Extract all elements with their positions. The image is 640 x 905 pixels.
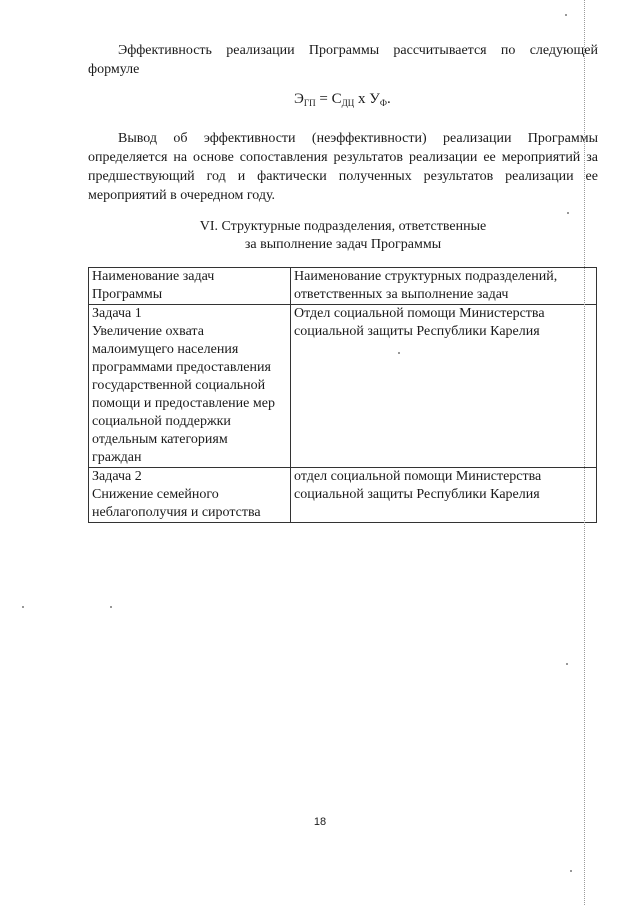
scan-speck (22, 606, 24, 608)
paragraph-efficiency-conclusion: Вывод об эффективности (неэффективности) реализации Программы определяется на основе сопоставления результатов реализации ее мероприятий за предшествующий год и фактически полученных результатов реализации ее мероприятий в очередном году. (88, 131, 598, 203)
formula-lhs-subscript: ГП (303, 98, 316, 108)
section-heading-line2: за выполнение задач Программы (244, 237, 442, 252)
header-cell-tasks (89, 268, 291, 305)
task-cell (89, 468, 291, 523)
task-title: Задача 2 (92, 469, 142, 484)
task-cell (89, 305, 291, 468)
section-heading (88, 218, 598, 254)
formula-u: У (369, 91, 380, 107)
header-cell-units (291, 268, 597, 305)
scan-speck (567, 212, 569, 214)
unit-cell (291, 305, 597, 468)
unit-line1: отдел социальной помощи Министерства (294, 469, 542, 484)
formula-end: . (386, 91, 391, 107)
formula-u-subscript: Ф (379, 98, 387, 108)
table-header-row (89, 268, 597, 305)
formula-c-subscript: ДЦ (341, 98, 355, 108)
formula-equals: = (315, 91, 332, 107)
header-tasks-line1: Наименование задач (92, 269, 215, 284)
table-row (89, 468, 597, 523)
paragraph-efficiency-formula-intro: Эффективность реализации Программы рассчитывается по следующей формуле (88, 43, 598, 77)
scan-speck (570, 870, 572, 872)
section-heading-line1: VI. Структурные подразделения, ответственные (199, 219, 487, 234)
table-row (89, 305, 597, 468)
scan-speck (565, 14, 567, 16)
header-tasks-line2: Программы (92, 287, 163, 302)
scan-speck (110, 606, 112, 608)
efficiency-formula (294, 91, 391, 108)
task-description: Снижение семейного неблагополучия и сиротства (92, 487, 261, 520)
unit-line2: социальной защиты Республики Карелия (294, 487, 540, 502)
formula-times: х (354, 91, 370, 107)
task-description: Увеличение охвата малоимущего населения программами предоставления государственной социальной помощи и предоставление мер социальной поддержки отдельным категориям граждан (92, 324, 275, 465)
responsibility-table (88, 267, 597, 523)
scan-speck (566, 663, 568, 665)
scan-speck (398, 352, 400, 354)
formula-lhs: Э (294, 91, 304, 107)
header-units-line2: ответственных за выполнение задач (294, 287, 509, 302)
formula-c: С (331, 91, 342, 107)
page-number: 18 (313, 816, 327, 828)
unit-line1: Отдел социальной помощи Министерства (294, 306, 545, 321)
task-title: Задача 1 (92, 306, 142, 321)
scan-margin-line (584, 0, 585, 905)
unit-line2: социальной защиты Республики Карелия (294, 324, 540, 339)
header-units-line1: Наименование структурных подразделений, (294, 269, 558, 284)
unit-cell (291, 468, 597, 523)
